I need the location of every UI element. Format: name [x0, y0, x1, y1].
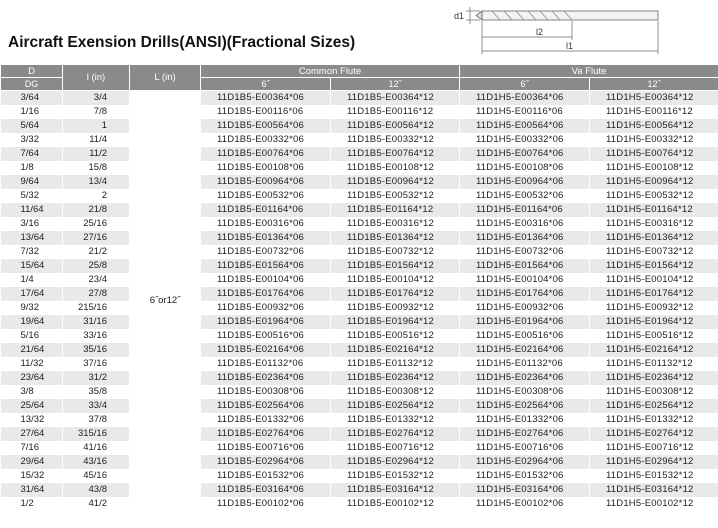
cell-va-12: 11D1H5-E03164*12	[590, 483, 718, 497]
cell-d: 9/32	[1, 301, 63, 315]
cell-va-6: 11D1H5-E01332*06	[460, 413, 590, 427]
table-row	[1, 329, 718, 343]
cell-common-12: 11D1B5-E00108*12	[331, 161, 460, 175]
cell-l: 37/16	[63, 357, 130, 371]
cell-l: 2	[63, 189, 130, 203]
cell-l: 41/16	[63, 441, 130, 455]
cell-common-6: 11D1B5-E00316*06	[201, 217, 331, 231]
cell-common-6: 11D1B5-E00102*06	[201, 497, 331, 511]
cell-common-6: 11D1B5-E03164*06	[201, 483, 331, 497]
cell-d: 25/64	[1, 399, 63, 413]
cell-common-12: 11D1B5-E00564*12	[331, 119, 460, 133]
cell-d: 11/64	[1, 203, 63, 217]
cell-l: 31/16	[63, 315, 130, 329]
table-row	[1, 301, 718, 315]
cell-va-12: 11D1H5-E01564*12	[590, 259, 718, 273]
table-row	[1, 217, 718, 231]
cell-d: 27/64	[1, 427, 63, 441]
cell-common-6: 11D1B5-E02164*06	[201, 343, 331, 357]
cell-va-12: 11D1H5-E02964*12	[590, 455, 718, 469]
cell-d: 1/4	[1, 273, 63, 287]
cell-common-12: 11D1B5-E00964*12	[331, 175, 460, 189]
cell-va-6: 11D1H5-E00732*06	[460, 245, 590, 259]
cell-va-6: 11D1H5-E00308*06	[460, 385, 590, 399]
cell-common-12: 11D1B5-E00364*12	[331, 91, 460, 106]
cell-l: 13/4	[63, 175, 130, 189]
cell-va-6: 11D1H5-E00116*06	[460, 105, 590, 119]
cell-common-12: 11D1B5-E01364*12	[331, 231, 460, 245]
cell-common-6: 11D1B5-E02364*06	[201, 371, 331, 385]
table-row	[1, 287, 718, 301]
cell-va-6: 11D1H5-E00532*06	[460, 189, 590, 203]
cell-common-12: 11D1B5-E01532*12	[331, 469, 460, 483]
cell-va-12: 11D1H5-E02364*12	[590, 371, 718, 385]
cell-va-12: 11D1H5-E00104*12	[590, 273, 718, 287]
cell-common-6: 11D1B5-E00532*06	[201, 189, 331, 203]
d1-label: d1	[454, 11, 465, 21]
cell-d: 1/8	[1, 161, 63, 175]
cell-d: 7/32	[1, 245, 63, 259]
cell-va-12: 11D1H5-E01164*12	[590, 203, 718, 217]
header-l: l (in)	[63, 65, 130, 91]
cell-va-12: 11D1H5-E00532*12	[590, 189, 718, 203]
cell-va-6: 11D1H5-E00564*06	[460, 119, 590, 133]
cell-d: 21/64	[1, 343, 63, 357]
cell-l: 33/4	[63, 399, 130, 413]
cell-l: 11/4	[63, 133, 130, 147]
cell-common-12: 11D1B5-E01764*12	[331, 287, 460, 301]
cell-common-6: 11D1B5-E00932*06	[201, 301, 331, 315]
cell-d: 9/64	[1, 175, 63, 189]
cell-common-6: 11D1B5-E01532*06	[201, 469, 331, 483]
cell-l: 35/8	[63, 385, 130, 399]
spec-table	[0, 64, 718, 511]
cell-common-6: 11D1B5-E01964*06	[201, 315, 331, 329]
cell-common-12: 11D1B5-E01332*12	[331, 413, 460, 427]
cell-va-6: 11D1H5-E00364*06	[460, 91, 590, 106]
cell-va-6: 11D1H5-E01164*06	[460, 203, 590, 217]
cell-common-6: 11D1B5-E02964*06	[201, 455, 331, 469]
cell-d: 13/32	[1, 413, 63, 427]
table-row	[1, 343, 718, 357]
cell-d: 3/8	[1, 385, 63, 399]
table-row	[1, 315, 718, 329]
cell-va-12: 11D1H5-E00308*12	[590, 385, 718, 399]
cell-va-6: 11D1H5-E00764*06	[460, 147, 590, 161]
cell-common-6: 11D1B5-E00964*06	[201, 175, 331, 189]
drill-tip	[476, 11, 482, 20]
cell-common-6: 11D1B5-E00116*06	[201, 105, 331, 119]
cell-va-12: 11D1H5-E01964*12	[590, 315, 718, 329]
cell-common-12: 11D1B5-E02564*12	[331, 399, 460, 413]
cell-common-6: 11D1B5-E02764*06	[201, 427, 331, 441]
cell-va-6: 11D1H5-E01964*06	[460, 315, 590, 329]
cell-l: 315/16	[63, 427, 130, 441]
table-row	[1, 203, 718, 217]
cell-va-6: 11D1H5-E00102*06	[460, 497, 590, 511]
table-row	[1, 371, 718, 385]
cell-va-6: 11D1H5-E01364*06	[460, 231, 590, 245]
cell-d: 1/16	[1, 105, 63, 119]
cell-va-12: 11D1H5-E00932*12	[590, 301, 718, 315]
header-common-6: 6˝	[201, 78, 331, 91]
cell-l: 15/8	[63, 161, 130, 175]
cell-va-6: 11D1H5-E01132*06	[460, 357, 590, 371]
cell-common-12: 11D1B5-E00764*12	[331, 147, 460, 161]
table-row	[1, 105, 718, 119]
cell-common-12: 11D1B5-E00104*12	[331, 273, 460, 287]
cell-d: 19/64	[1, 315, 63, 329]
cell-common-6: 11D1B5-E02564*06	[201, 399, 331, 413]
table-row	[1, 147, 718, 161]
cell-va-12: 11D1H5-E02764*12	[590, 427, 718, 441]
cell-va-12: 11D1H5-E01532*12	[590, 469, 718, 483]
cell-l: 215/16	[63, 301, 130, 315]
table-row	[1, 259, 718, 273]
header-va-12: 12˝	[590, 78, 718, 91]
table-row	[1, 413, 718, 427]
cell-va-6: 11D1H5-E02164*06	[460, 343, 590, 357]
cell-va-12: 11D1H5-E00964*12	[590, 175, 718, 189]
cell-d: 31/64	[1, 483, 63, 497]
cell-common-6: 11D1B5-E00332*06	[201, 133, 331, 147]
cell-va-6: 11D1H5-E00332*06	[460, 133, 590, 147]
cell-l: 27/16	[63, 231, 130, 245]
cell-common-6: 11D1B5-E01132*06	[201, 357, 331, 371]
table-row	[1, 427, 718, 441]
table-row	[1, 175, 718, 189]
cell-overall-length: 6˝or12˝	[130, 91, 201, 512]
cell-common-12: 11D1B5-E02764*12	[331, 427, 460, 441]
cell-va-12: 11D1H5-E00332*12	[590, 133, 718, 147]
table-row	[1, 273, 718, 287]
cell-common-12: 11D1B5-E01564*12	[331, 259, 460, 273]
table-row	[1, 441, 718, 455]
table-row	[1, 385, 718, 399]
cell-common-12: 11D1B5-E00716*12	[331, 441, 460, 455]
cell-d: 29/64	[1, 455, 63, 469]
cell-l: 43/16	[63, 455, 130, 469]
cell-va-12: 11D1H5-E00364*12	[590, 91, 718, 106]
cell-l: 21/8	[63, 203, 130, 217]
header-va-6: 6˝	[460, 78, 590, 91]
cell-va-6: 11D1H5-E00104*06	[460, 273, 590, 287]
table-row	[1, 231, 718, 245]
cell-common-6: 11D1B5-E01764*06	[201, 287, 331, 301]
cell-d: 23/64	[1, 371, 63, 385]
cell-l: 25/16	[63, 217, 130, 231]
cell-va-6: 11D1H5-E00516*06	[460, 329, 590, 343]
cell-d: 11/32	[1, 357, 63, 371]
header-common-12: 12˝	[331, 78, 460, 91]
table-row	[1, 455, 718, 469]
cell-l: 23/4	[63, 273, 130, 287]
cell-common-12: 11D1B5-E02964*12	[331, 455, 460, 469]
cell-common-6: 11D1B5-E01164*06	[201, 203, 331, 217]
cell-va-12: 11D1H5-E02164*12	[590, 343, 718, 357]
table-row	[1, 497, 718, 511]
cell-common-12: 11D1B5-E02164*12	[331, 343, 460, 357]
cell-va-12: 11D1H5-E01132*12	[590, 357, 718, 371]
cell-va-6: 11D1H5-E00316*06	[460, 217, 590, 231]
cell-va-12: 11D1H5-E02564*12	[590, 399, 718, 413]
cell-common-12: 11D1B5-E00332*12	[331, 133, 460, 147]
cell-common-12: 11D1B5-E00308*12	[331, 385, 460, 399]
cell-common-6: 11D1B5-E00716*06	[201, 441, 331, 455]
cell-va-12: 11D1H5-E00564*12	[590, 119, 718, 133]
cell-va-12: 11D1H5-E00764*12	[590, 147, 718, 161]
cell-d: 13/64	[1, 231, 63, 245]
cell-va-6: 11D1H5-E01764*06	[460, 287, 590, 301]
cell-d: 5/64	[1, 119, 63, 133]
cell-va-6: 11D1H5-E02964*06	[460, 455, 590, 469]
cell-va-12: 11D1H5-E00716*12	[590, 441, 718, 455]
table-row	[1, 245, 718, 259]
cell-common-12: 11D1B5-E00932*12	[331, 301, 460, 315]
cell-va-6: 11D1H5-E01532*06	[460, 469, 590, 483]
cell-l: 33/16	[63, 329, 130, 343]
header-va-flute: Va Flute	[460, 65, 718, 78]
cell-common-6: 11D1B5-E00516*06	[201, 329, 331, 343]
table-row	[1, 119, 718, 133]
cell-va-12: 11D1H5-E01364*12	[590, 231, 718, 245]
cell-common-12: 11D1B5-E00532*12	[331, 189, 460, 203]
cell-d: 7/64	[1, 147, 63, 161]
header-d: D	[1, 65, 63, 78]
cell-d: 15/32	[1, 469, 63, 483]
cell-common-12: 11D1B5-E01132*12	[331, 357, 460, 371]
cell-l: 31/2	[63, 371, 130, 385]
l1-label: l1	[566, 41, 574, 51]
cell-common-12: 11D1B5-E00516*12	[331, 329, 460, 343]
cell-common-6: 11D1B5-E00308*06	[201, 385, 331, 399]
table-row	[1, 189, 718, 203]
cell-l: 3/4	[63, 91, 130, 106]
table-row	[1, 399, 718, 413]
cell-l: 45/16	[63, 469, 130, 483]
cell-common-12: 11D1B5-E00732*12	[331, 245, 460, 259]
cell-va-12: 11D1H5-E00316*12	[590, 217, 718, 231]
cell-l: 25/8	[63, 259, 130, 273]
l2-label: l2	[536, 27, 544, 37]
cell-l: 41/2	[63, 497, 130, 511]
cell-d: 3/32	[1, 133, 63, 147]
cell-d: 17/64	[1, 287, 63, 301]
cell-common-12: 11D1B5-E01964*12	[331, 315, 460, 329]
cell-va-6: 11D1H5-E00716*06	[460, 441, 590, 455]
cell-va-6: 11D1H5-E03164*06	[460, 483, 590, 497]
cell-l: 37/8	[63, 413, 130, 427]
cell-d: 7/16	[1, 441, 63, 455]
header-L: L (in)	[130, 65, 201, 91]
cell-d: 3/64	[1, 91, 63, 106]
cell-va-6: 11D1H5-E02764*06	[460, 427, 590, 441]
cell-common-12: 11D1B5-E02364*12	[331, 371, 460, 385]
cell-va-6: 11D1H5-E00964*06	[460, 175, 590, 189]
cell-va-6: 11D1H5-E00932*06	[460, 301, 590, 315]
cell-l: 35/16	[63, 343, 130, 357]
cell-va-12: 11D1H5-E00116*12	[590, 105, 718, 119]
cell-common-6: 11D1B5-E00104*06	[201, 273, 331, 287]
table-row	[1, 133, 718, 147]
cell-d: 15/64	[1, 259, 63, 273]
cell-va-6: 11D1H5-E00108*06	[460, 161, 590, 175]
cell-va-12: 11D1H5-E00108*12	[590, 161, 718, 175]
cell-common-12: 11D1B5-E00102*12	[331, 497, 460, 511]
table-body	[1, 91, 718, 512]
drill-diagram	[440, 4, 710, 56]
cell-va-12: 11D1H5-E00102*12	[590, 497, 718, 511]
cell-common-6: 11D1B5-E00732*06	[201, 245, 331, 259]
cell-l: 27/8	[63, 287, 130, 301]
table-row	[1, 357, 718, 371]
table-row	[1, 469, 718, 483]
cell-d: 5/32	[1, 189, 63, 203]
table-row	[1, 91, 718, 106]
cell-common-12: 11D1B5-E00316*12	[331, 217, 460, 231]
cell-l: 1	[63, 119, 130, 133]
cell-l: 7/8	[63, 105, 130, 119]
cell-d: 1/2	[1, 497, 63, 511]
cell-common-12: 11D1B5-E01164*12	[331, 203, 460, 217]
cell-common-6: 11D1B5-E01564*06	[201, 259, 331, 273]
header-common-flute: Common Flute	[201, 65, 460, 78]
cell-common-12: 11D1B5-E03164*12	[331, 483, 460, 497]
table-row	[1, 483, 718, 497]
cell-l: 43/8	[63, 483, 130, 497]
cell-va-6: 11D1H5-E02564*06	[460, 399, 590, 413]
cell-l: 11/2	[63, 147, 130, 161]
cell-common-6: 11D1B5-E00564*06	[201, 119, 331, 133]
cell-common-6: 11D1B5-E00764*06	[201, 147, 331, 161]
cell-common-6: 11D1B5-E00108*06	[201, 161, 331, 175]
cell-common-6: 11D1B5-E01332*06	[201, 413, 331, 427]
cell-d: 3/16	[1, 217, 63, 231]
cell-common-12: 11D1B5-E00116*12	[331, 105, 460, 119]
page-title: Aircraft Exension Drills(ANSI)(Fractional Sizes)	[8, 34, 356, 51]
cell-d: 5/16	[1, 329, 63, 343]
cell-common-6: 11D1B5-E00364*06	[201, 91, 331, 106]
table-row	[1, 161, 718, 175]
cell-va-6: 11D1H5-E02364*06	[460, 371, 590, 385]
cell-va-12: 11D1H5-E00516*12	[590, 329, 718, 343]
cell-va-12: 11D1H5-E00732*12	[590, 245, 718, 259]
cell-va-12: 11D1H5-E01764*12	[590, 287, 718, 301]
cell-l: 21/2	[63, 245, 130, 259]
cell-va-6: 11D1H5-E01564*06	[460, 259, 590, 273]
cell-va-12: 11D1H5-E01332*12	[590, 413, 718, 427]
header-dg: DG	[1, 78, 63, 91]
cell-common-6: 11D1B5-E01364*06	[201, 231, 331, 245]
